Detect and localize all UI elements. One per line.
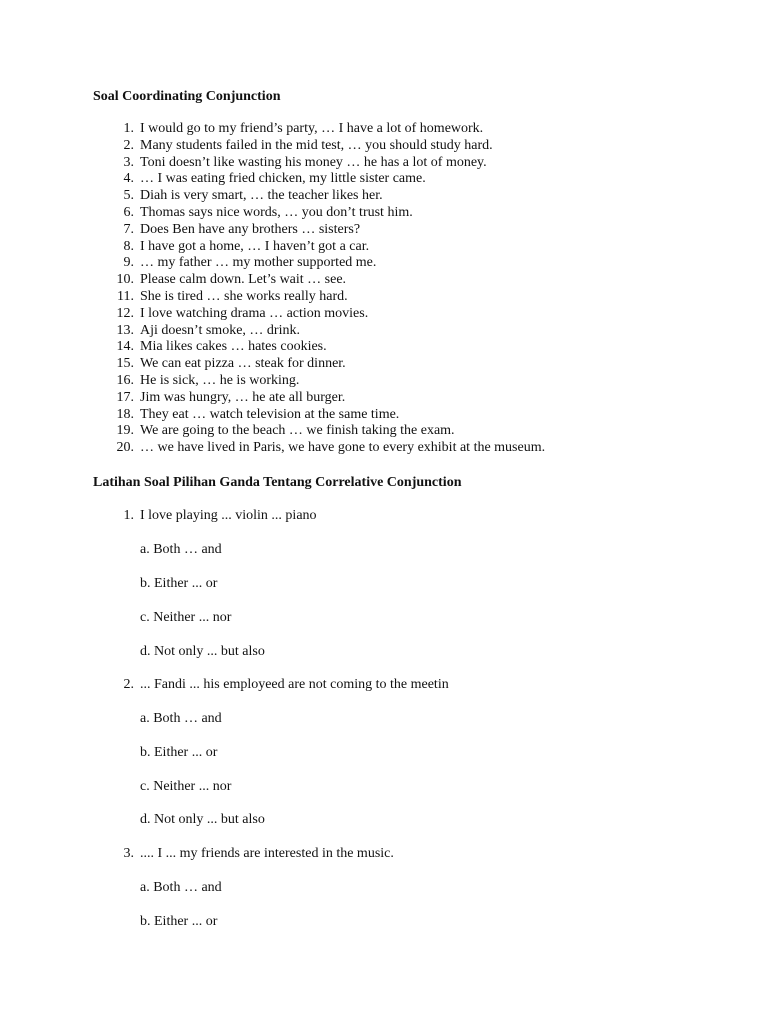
list-item <box>0 138 768 155</box>
list-item <box>0 440 768 457</box>
option-d: d. Not only ... but also <box>140 812 265 827</box>
item-number: 10. <box>116 272 134 288</box>
option-b: b. Either ... or <box>140 745 218 760</box>
list-item <box>0 171 768 188</box>
question-number: 1. <box>123 508 134 523</box>
list-item <box>0 205 768 222</box>
item-number: 11. <box>117 288 134 304</box>
item-text: Aji doesn’t smoke, … drink. <box>140 322 300 338</box>
question-number: 2. <box>123 677 134 692</box>
option-a: a. Both … and <box>140 880 222 895</box>
item-text: … my father … my mother supported me. <box>140 255 377 271</box>
item-number: 9. <box>123 255 134 271</box>
list-item <box>0 323 768 340</box>
item-text: We are going to the beach … we finish taking the exam. <box>140 423 455 439</box>
question-number: 3. <box>123 846 134 861</box>
option-d: d. Not only ... but also <box>140 644 265 659</box>
item-text: Jim was hungry, … he ate all burger. <box>140 389 346 405</box>
option-c: c. Neither ... nor <box>140 610 232 625</box>
item-text: Thomas says nice words, … you don’t trust him. <box>140 204 413 220</box>
section-heading-correlative: Latihan Soal Pilihan Ganda Tentang Correlative Conjunction <box>93 475 462 490</box>
list-item <box>0 188 768 205</box>
option-b: b. Either ... or <box>140 914 218 929</box>
item-text: Does Ben have any brothers … sisters? <box>140 221 361 237</box>
item-text: We can eat pizza … steak for dinner. <box>140 356 346 372</box>
option-b: b. Either ... or <box>140 576 218 591</box>
list-item <box>0 155 768 172</box>
item-number: 7. <box>123 221 134 237</box>
item-text: I love watching drama … action movies. <box>140 305 369 321</box>
question-text: I love playing ... violin ... piano <box>140 508 317 523</box>
item-number: 6. <box>123 204 134 220</box>
list-item <box>0 423 768 440</box>
item-number: 8. <box>123 238 134 254</box>
item-number: 19. <box>116 423 134 439</box>
item-text: I have got a home, … I haven’t got a car. <box>140 238 370 254</box>
question-3 <box>0 845 768 863</box>
option-a: a. Both … and <box>140 542 222 557</box>
list-item <box>0 239 768 256</box>
list-item <box>0 306 768 323</box>
list-item <box>0 121 768 138</box>
list-item <box>0 339 768 356</box>
item-text: Toni doesn’t like wasting his money … he has a lot of money. <box>140 154 487 170</box>
item-number: 1. <box>123 121 134 136</box>
option-c: c. Neither ... nor <box>140 779 232 794</box>
item-number: 2. <box>123 137 134 153</box>
list-item <box>0 255 768 272</box>
item-text: Please calm down. Let’s wait … see. <box>140 272 347 288</box>
item-text: They eat … watch television at the same time. <box>140 406 400 422</box>
list-item <box>0 356 768 373</box>
list-item <box>0 222 768 239</box>
list-item <box>0 373 768 390</box>
list-item <box>0 407 768 424</box>
item-text: Mia likes cakes … hates cookies. <box>140 339 327 355</box>
coordinating-question-list <box>0 121 768 457</box>
section-heading-coordinating: Soal Coordinating Conjunction <box>93 89 281 104</box>
question-text: ... Fandi ... his employeed are not coming to the meetin <box>140 677 449 692</box>
item-text: He is sick, … he is working. <box>140 372 300 388</box>
option-a: a. Both … and <box>140 711 222 726</box>
question-text: .... I ... my friends are interested in the music. <box>140 846 394 861</box>
item-number: 3. <box>123 154 134 170</box>
item-number: 15. <box>116 356 134 372</box>
question-2 <box>0 676 768 694</box>
item-text: She is tired … she works really hard. <box>140 288 348 304</box>
item-text: I would go to my friend’s party, … I have a lot of homework. <box>140 121 484 136</box>
item-number: 17. <box>116 389 134 405</box>
list-item <box>0 289 768 306</box>
item-text: Many students failed in the mid test, … you should study hard. <box>140 137 493 153</box>
item-text: … I was eating fried chicken, my little sister came. <box>140 171 426 187</box>
item-number: 13. <box>116 322 134 338</box>
item-text: … we have lived in Paris, we have gone to every exhibit at the museum. <box>140 440 546 456</box>
question-1 <box>0 507 768 525</box>
list-item <box>0 272 768 289</box>
item-number: 14. <box>116 339 134 355</box>
item-number: 20. <box>116 440 134 456</box>
item-number: 18. <box>116 406 134 422</box>
item-text: Diah is very smart, … the teacher likes her. <box>140 188 383 204</box>
list-item <box>0 390 768 407</box>
item-number: 16. <box>116 372 134 388</box>
item-number: 12. <box>116 305 134 321</box>
item-number: 4. <box>123 171 134 187</box>
item-number: 5. <box>123 188 134 204</box>
